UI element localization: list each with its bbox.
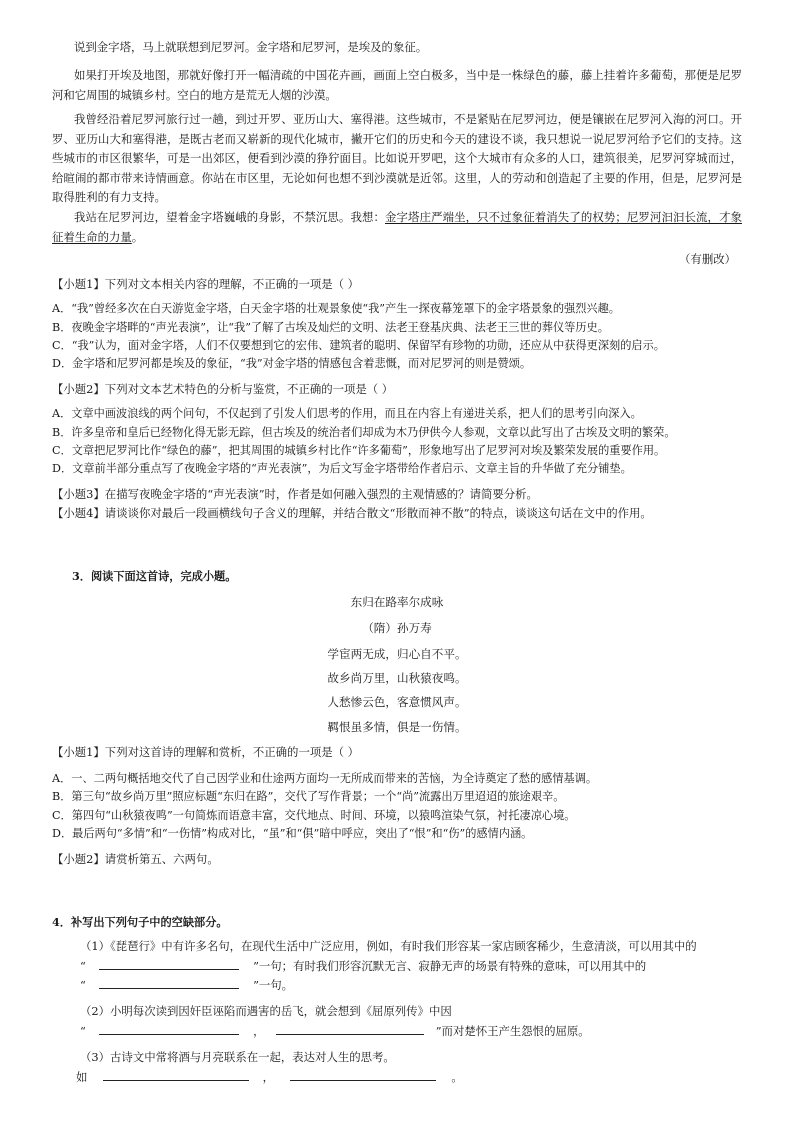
q4-item3-line2	[76, 1068, 776, 1085]
q4-item1-line2	[80, 957, 780, 974]
passage-paragraph-4	[52, 208, 742, 247]
q2-sub2-stem: 【小题2】下列对文本艺术特色的分析与鉴赏，不正确的一项是（ ）	[52, 382, 394, 396]
poem-line-1: 学宦两无成，归心自不平。	[327, 647, 467, 661]
open-quote: “	[80, 959, 86, 973]
period: 。	[451, 1070, 463, 1084]
poem-author: （隋）孙万寿	[362, 621, 432, 635]
q4-item2-line2	[80, 1022, 780, 1039]
q3-sub2-stem: 【小题2】请赏析第五、六两句。	[52, 852, 219, 866]
passage-paragraph-3: 我曾经沿着尼罗河旅行过一趟，到过开罗、亚历山大、塞得港。这些城市，不是紧贴在尼罗河边，便是镶嵌在尼罗河入海的河口。开罗、亚历山大和塞得港，是既古老而又崭新的现代化城市，撇开它们的历史和今天的建设不谈，我只想说一说尼罗河给予它们的支持。这些城市的市区很繁华，可是一出郊区，便看到沙漠的狰狞面目。比如说开罗吧，这个大城市有众多的人口，建筑很美，尼罗河穿城而过，给暄闹的都市带来诗情画意。你站在市区里，无论如何也想不到沙漠就是近邻。这里，人的劳动和创造起了主要的作用，但是，尼罗河是取得胜利的有力支持。	[52, 112, 742, 205]
q2-sub1-stem: 【小题1】下列对文本相关内容的理解，不正确的一项是（ ）	[52, 277, 360, 291]
q2-sub2-option-b: B．许多皇帝和皇后已经物化得无影无踪，但古埃及的统治者们却成为木乃伊供今人参观，文章以此写出了古埃及文明的繁荣。	[52, 426, 676, 439]
q3-heading: 3．阅读下面这首诗，完成小题。	[72, 569, 237, 583]
passage-paragraph-1: 说到金字塔，马上就联想到尼罗河。金字塔和尼罗河，是埃及的象征。	[74, 40, 428, 54]
blank-1[interactable]	[99, 957, 239, 970]
q3-sub1-stem: 【小题1】下列对这首诗的理解和赏析，不正确的一项是（ ）	[52, 745, 360, 759]
q4-heading: 4．补写出下列句子中的空缺部分。	[52, 915, 228, 929]
source-note: （有删改）	[679, 252, 736, 266]
item1-line2-rest: ”一句；有时我们形容沉默无言、寂静无声的场景有特殊的意味，可以用其中的	[253, 959, 647, 973]
q2-sub1-option-c: C．“我”认为，面对金字塔，人们不仅要想到它的宏伟、建筑者的聪明、保留罕有珍物的功勋，还应从中获得更深刻的启示。	[52, 339, 665, 352]
blank-4[interactable]	[276, 1022, 424, 1035]
q2-sub4-stem: 【小题4】请谈谈你对最后一段画横线句子含义的理解，并结合散文“形散而神不散”的特点，谈谈这句话在文中的作用。	[52, 506, 652, 520]
poem-line-3: 人愁惨云色，客意惯风声。	[327, 695, 467, 709]
q2-sub2-option-c: C．文章把尼罗河比作“绿色的藤”，把其周围的城镇乡村比作“许多葡萄”，形象地写出了尼罗河对埃及繁荣发展的重要作用。	[52, 444, 666, 457]
ru-prefix: 如	[76, 1070, 88, 1084]
q2-sub1-option-b: B．夜晚金字塔畔的“声光表演”，让“我”了解了古埃及灿烂的文明、法老王登基庆典、法老王三世的葬仪等历史。	[52, 321, 609, 334]
blank-3[interactable]	[99, 1022, 239, 1035]
underlined-sentence: 金字塔庄严端坐，只不过象征着消失了的权势；尼罗河汩汩长流，才象征着生命的力量	[52, 210, 742, 244]
q2-sub1-option-a: A．“我”曾经多次在白天游览金字塔，白天金字塔的壮观景象使“我”产生一探夜幕笼罩下的金字塔景象的强烈兴趣。	[52, 302, 620, 315]
blank-5[interactable]	[103, 1068, 249, 1081]
paragraph-4-end: 。	[131, 229, 144, 244]
q4-item1-line1: （1）《琵琶行》中有许多名句，在现代生活中广泛应用，例如，有时我们形容某一家店顾客稀少，生意清淡，可以用其中的	[80, 939, 697, 953]
open-quote: “	[80, 1024, 86, 1038]
q3-sub1-option-a: A．一、二两句概括地交代了自己因学业和仕途两方面均一无所成而带来的苦恼，为全诗奠定了愁的感情基调。	[52, 772, 598, 785]
item2-line2-rest: ”而对楚怀王产生怨恨的屈原。	[435, 1024, 590, 1038]
poem-title: 东归在路率尔成咏	[350, 595, 444, 609]
paragraph-4-text: 我站在尼罗河边，望着金字塔巍峨的身影，不禁沉思。我想：	[74, 210, 386, 224]
q4-item1-line3	[80, 976, 780, 993]
passage-paragraph-2: 如果打开埃及地图，那就好像打开一幅清疏的中国花卉画，画面上空白极多，当中是一株绿色的藤，藤上挂着许多葡萄，那便是尼罗河和它周围的城镇乡村。空白的地方是荒无人烟的沙漠。	[52, 68, 742, 102]
q2-sub2-option-d: D．文章前半部分重点写了夜晚金字塔的“声光表演”，为后文写金字塔带给作者启示、文章主旨的升华做了充分铺垫。	[52, 462, 632, 475]
comma: ，	[262, 1070, 275, 1084]
q2-sub3-stem: 【小题3】在描写夜晚金字塔的“声光表演”时，作者是如何融入强烈的主观情感的？请简要分析。	[52, 487, 538, 501]
item1-line3-rest: ”一句。	[253, 978, 294, 992]
blank-2[interactable]	[99, 976, 239, 989]
comma: ，	[253, 1024, 265, 1038]
poem-line-4: 羁恨虽多情，俱是一伤情。	[327, 720, 467, 734]
q4-item2-line1: （2）小明每次读到因奸臣诬陷而遇害的岳飞，就会想到《屈原列传》中因	[80, 1004, 452, 1018]
q3-sub1-option-b: B．第三句“故乡尚万里”照应标题“东归在路”，交代了写作背景；一个“尚”流露出万里迢迢的旅途艰辛。	[52, 790, 565, 803]
poem-line-2: 故乡尚万里，山秋猿夜鸣。	[327, 671, 467, 685]
q2-sub1-option-d: D．金字塔和尼罗河都是埃及的象征，“我”对金字塔的情感包含着悲慨，而对尼罗河的则是赞颂。	[52, 357, 532, 370]
q4-item3-line1: （3）古诗文中常将酒与月亮联系在一起，表达对人生的思考。	[80, 1050, 395, 1064]
q3-sub1-option-d: D．最后两句“多情”和“一伤情”构成对比，“虽”和“俱”暗中呼应，突出了“恨”和“伤”的感情内涵。	[52, 827, 533, 840]
q3-sub1-option-c: C．第四句“山秋猿夜鸣”一句简炼而语意丰富，交代地点、时间、环境，以猿鸣渲染气氛，衬托凄凉心境。	[52, 809, 576, 822]
blank-6[interactable]	[290, 1068, 436, 1081]
q2-sub2-option-a: A．文章中画波浪线的两个问句，不仅起到了引发人们思考的作用，而且在内容上有递进关系，把人们的思考引向深入。	[52, 407, 642, 420]
open-quote: “	[80, 978, 86, 992]
